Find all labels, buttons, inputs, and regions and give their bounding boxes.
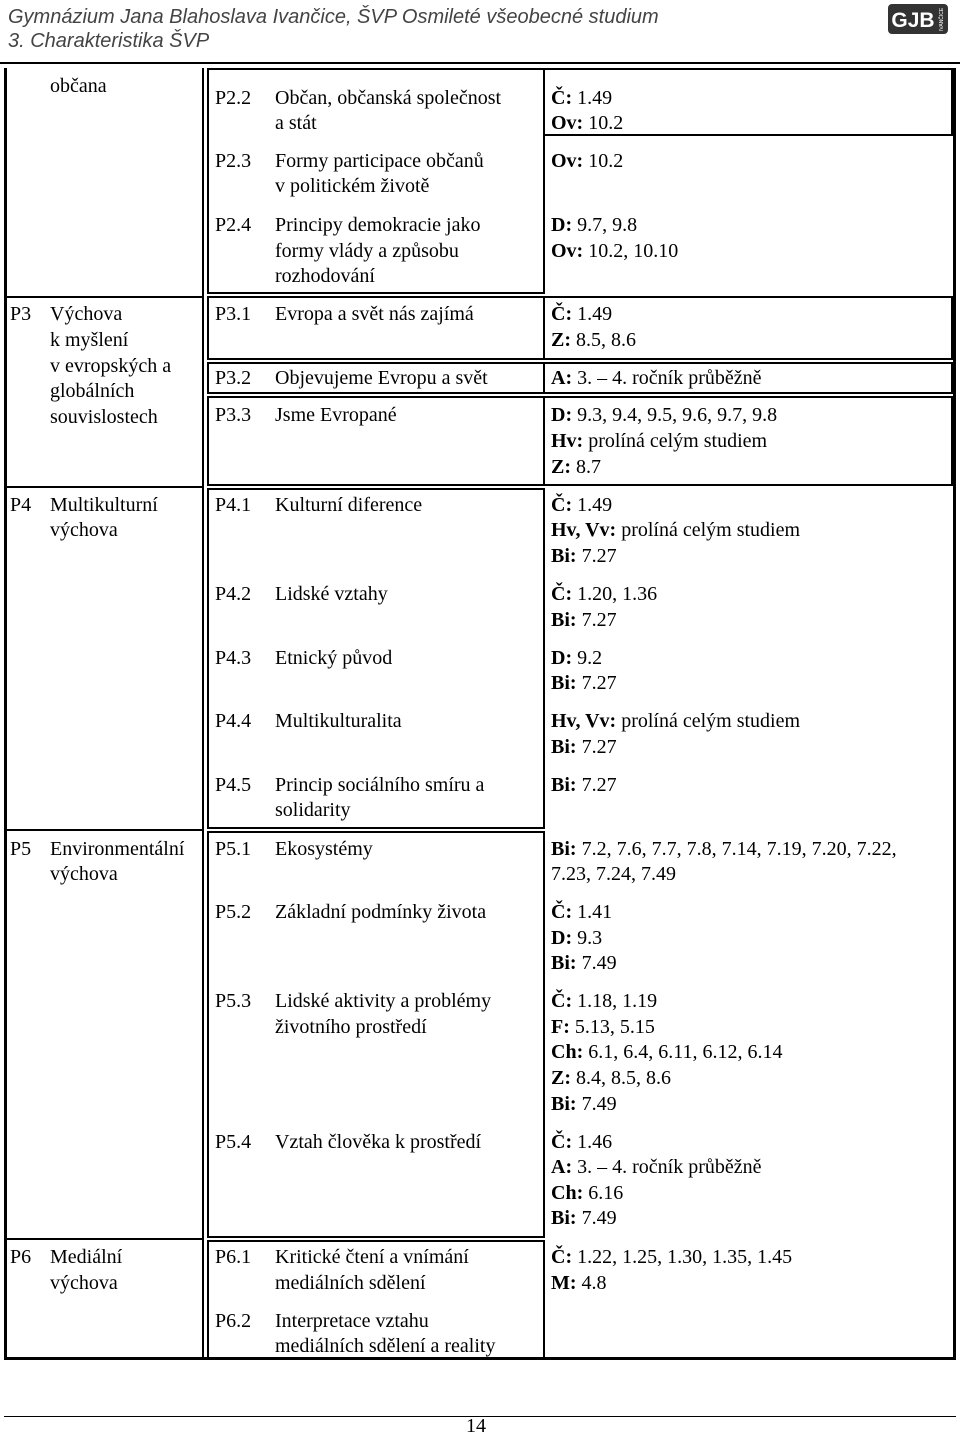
subject-refs: Č: 1.49: [551, 87, 613, 109]
subject-refs: D: 9.7, 9.8: [551, 214, 638, 236]
theme-divider: [4, 1238, 204, 1240]
subject-refs: Bi: 7.27: [551, 609, 617, 631]
subject-refs: Bi: 7.27: [551, 545, 617, 567]
topic-title: životního prostředí: [275, 1016, 427, 1038]
subject-refs: Bi: 7.49: [551, 952, 617, 974]
document-title: Gymnázium Jana Blahoslava Ivančice, ŠVP Osmileté všeobecné studium: [8, 6, 659, 28]
theme-name-obcana: občana: [50, 75, 107, 97]
subject-refs: Z: 8.7: [551, 456, 601, 478]
topic-code: P6.1: [215, 1246, 252, 1268]
subject-refs: Bi: 7.27: [551, 736, 617, 758]
topic-code: P5.1: [215, 838, 252, 860]
topic-title: v politickém životě: [275, 175, 430, 197]
subject-refs: Ov: 10.2, 10.10: [551, 240, 679, 262]
topic-title: Etnický původ: [275, 647, 393, 669]
topic-code: P6.2: [215, 1310, 252, 1332]
theme-name-p5-line1: Environmentální: [50, 838, 185, 860]
theme-code-p4: P4: [10, 494, 32, 516]
topic-title: Multikulturalita: [275, 710, 402, 732]
subject-refs: D: 9.2: [551, 647, 603, 669]
topic-title: mediálních sdělení a reality: [275, 1335, 496, 1357]
school-logo: [888, 4, 948, 34]
topic-code: P2.3: [215, 150, 252, 172]
subject-refs: Bi: 7.27: [551, 774, 617, 796]
topic-code: P4.2: [215, 583, 252, 605]
topic-title: Princip sociálního smíru a: [275, 774, 485, 796]
subject-refs: D: 9.3, 9.4, 9.5, 9.6, 9.7, 9.8: [551, 404, 778, 426]
subject-refs: Hv: prolíná celým studiem: [551, 430, 768, 452]
subject-refs: Bi: 7.27: [551, 672, 617, 694]
theme-name-p3-line4: globálních: [50, 380, 135, 402]
topic-code: P3.3: [215, 404, 252, 426]
theme-name-p4-line1: Multikulturní: [50, 494, 158, 516]
subject-refs: Hv, Vv: prolíná celým studiem: [551, 710, 801, 732]
topic-title: Interpretace vztahu: [275, 1310, 429, 1332]
topic-title: Principy demokracie jako: [275, 214, 481, 236]
topic-title: Kulturní diference: [275, 494, 423, 516]
topic-title: Evropa a svět nás zajímá: [275, 303, 474, 325]
topic-title: Vztah člověka k prostředí: [275, 1131, 482, 1153]
page-number: 14: [466, 1415, 486, 1437]
theme-name-p5-line2: výchova: [50, 863, 118, 885]
subject-refs: Č: 1.49: [551, 494, 613, 516]
topic-code: P5.2: [215, 901, 252, 923]
theme-code-p5: P5: [10, 838, 32, 860]
theme-name-p6-line2: výchova: [50, 1272, 118, 1294]
topic-title: Lidské vztahy: [275, 583, 388, 605]
theme-divider: [4, 829, 204, 831]
topic-title: mediálních sdělení: [275, 1272, 426, 1294]
subject-refs: Ch: 6.1, 6.4, 6.11, 6.12, 6.14: [551, 1041, 783, 1063]
subject-refs: D: 9.3: [551, 927, 603, 949]
document-header: [8, 5, 659, 53]
theme-name-p3-line1: Výchova: [50, 303, 123, 325]
subject-refs: Č: 1.22, 1.25, 1.30, 1.35, 1.45: [551, 1246, 793, 1268]
topic-code: P4.1: [215, 494, 252, 516]
subject-refs: M: 4.8: [551, 1272, 607, 1294]
subject-refs: A: 3. – 4. ročník průběžně: [551, 1156, 762, 1178]
topic-code: P3.1: [215, 303, 252, 325]
subject-refs: Bi: 7.49: [551, 1207, 617, 1229]
topic-code: P5.4: [215, 1131, 252, 1153]
topic-code: P2.4: [215, 214, 252, 236]
subject-refs: Ov: 10.2: [551, 112, 624, 134]
theme-name-p4-line2: výchova: [50, 519, 118, 541]
topic-code: P4.3: [215, 647, 252, 669]
topic-title: formy vlády a způsobu: [275, 240, 459, 262]
subject-refs: Hv, Vv: prolíná celým studiem: [551, 519, 801, 541]
topic-code: P5.3: [215, 990, 252, 1012]
subject-refs: Ch: 6.16: [551, 1182, 624, 1204]
theme-name-p6-line1: Mediální: [50, 1246, 123, 1268]
subject-refs: Č: 1.20, 1.36: [551, 583, 658, 605]
topic-title: a stát: [275, 112, 317, 134]
topic-code: P4.4: [215, 710, 252, 732]
topic-title: Kritické čtení a vnímání: [275, 1246, 469, 1268]
theme-name-p3-line2: k myšlení: [50, 329, 129, 351]
topic-title: Občan, občanská společnost: [275, 87, 502, 109]
topic-title: Ekosystémy: [275, 838, 373, 860]
subject-refs: A: 3. – 4. ročník průběžně: [551, 367, 762, 389]
theme-code-p6: P6: [10, 1246, 32, 1268]
subject-refs: Č: 1.18, 1.19: [551, 990, 658, 1012]
theme-divider: [4, 486, 204, 488]
theme-name-p3-line3: v evropských a: [50, 355, 172, 377]
subject-refs: Z: 8.4, 8.5, 8.6: [551, 1067, 671, 1089]
topic-title: Jsme Evropané: [275, 404, 397, 426]
topic-title: Formy participace občanů: [275, 150, 484, 172]
column-divider: [202, 68, 204, 1360]
svg-text:GJB: GJB: [891, 9, 935, 32]
topic-title: solidarity: [275, 799, 351, 821]
header-rule: [0, 62, 960, 64]
subject-refs: Z: 8.5, 8.6: [551, 329, 636, 351]
subject-refs: Ov: 10.2: [551, 150, 624, 172]
theme-code-p3: P3: [10, 303, 32, 325]
topic-title: Lidské aktivity a problémy: [275, 990, 492, 1012]
subject-refs: Bi: 7.2, 7.6, 7.7, 7.8, 7.14, 7.19, 7.20, 7.22,: [551, 838, 897, 860]
document-subtitle: 3. Charakteristika ŠVP: [8, 30, 210, 52]
topic-code: P2.2: [215, 87, 252, 109]
subject-refs: Č: 1.41: [551, 901, 613, 923]
topic-code: P3.2: [215, 367, 252, 389]
topic-title: rozhodování: [275, 265, 375, 287]
subject-refs: Bi: 7.49: [551, 1093, 617, 1115]
topic-title: Objevujeme Evropu a svět: [275, 367, 488, 389]
subject-refs: Č: 1.49: [551, 303, 613, 325]
theme-name-p3-line5: souvislostech: [50, 406, 158, 428]
topic-code: P4.5: [215, 774, 252, 796]
subject-refs: 7.23, 7.24, 7.49: [551, 863, 676, 885]
svg-text:IVANČICE: IVANČICE: [939, 7, 945, 31]
subject-refs: F: 5.13, 5.15: [551, 1016, 655, 1038]
subject-refs: Č: 1.46: [551, 1131, 613, 1153]
topic-title: Základní podmínky života: [275, 901, 487, 923]
